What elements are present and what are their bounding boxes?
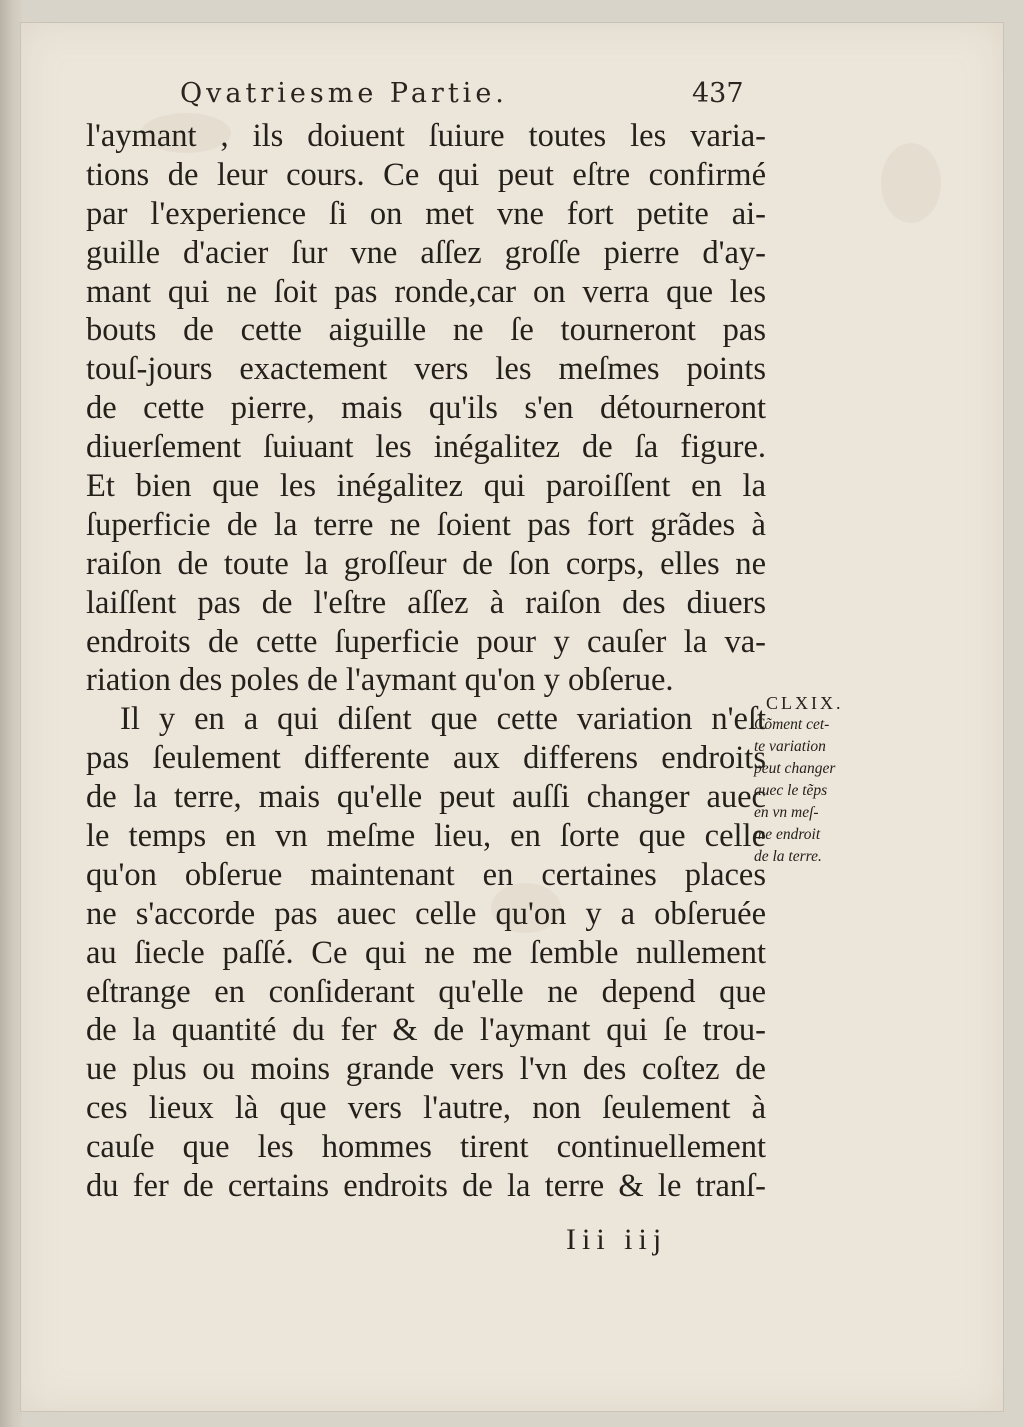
marginal-note-line: en vn meſ- bbox=[754, 804, 819, 821]
text-line: ue plus ou moins grande vers l'vn des coſtez de bbox=[86, 1051, 766, 1088]
text-line: eſtrange en conſiderant qu'elle ne depend que bbox=[86, 973, 766, 1010]
paragraph-start-line: Il y en a qui diſent que cette variation n'eſt bbox=[120, 701, 766, 738]
text-line: Et bien que les inégalitez qui paroiſſent en la bbox=[86, 468, 766, 505]
text-line: au ſiecle paſſé. Ce qui ne me ſemble nullement bbox=[86, 934, 766, 971]
text-line: de la terre, mais qu'elle peut auſſi changer auec bbox=[86, 779, 766, 816]
text-line: pas ſeulement differente aux differens endroits bbox=[86, 740, 766, 777]
marginal-note-line: te variation bbox=[754, 738, 826, 755]
text-line: ces lieux là que vers l'autre, non ſeulement à bbox=[86, 1090, 766, 1127]
marginal-note-line: Cõment cet- bbox=[754, 716, 830, 733]
text-line: riation des poles de l'aymant qu'on y obſerue. bbox=[86, 662, 674, 699]
marginal-note bbox=[754, 692, 874, 868]
paper-stain bbox=[881, 143, 941, 223]
marginal-note-number: CLXIX. bbox=[766, 693, 844, 713]
text-line: endroits de cette ſuperficie pour y cauſer la va- bbox=[86, 623, 766, 660]
text-line: laiſſent pas de l'eſtre aſſez à raiſon des diuers bbox=[86, 584, 766, 621]
text-line: par l'experience ſi on met vne fort petite ai- bbox=[86, 195, 766, 232]
marginal-note-line: peut changer bbox=[754, 760, 836, 777]
facing-page-edge bbox=[0, 0, 22, 1427]
text-line: l'aymant , ils doiuent ſuiure toutes les varia- bbox=[86, 118, 766, 154]
text-line: raiſon de toute la groſſeur de ſon corps, elles ne bbox=[86, 545, 766, 582]
page-number: 437 bbox=[692, 78, 744, 109]
text-line: touſ-jours exactement vers les meſmes points bbox=[86, 351, 766, 388]
marginal-note-line: auec le tẽps bbox=[754, 782, 828, 799]
marginal-note-line: me endroit bbox=[754, 826, 821, 843]
text-line: bouts de cette aiguille ne ſe tourneront pas bbox=[86, 312, 766, 349]
text-line: ſuperficie de la terre ne ſoient pas fort grãdes à bbox=[86, 506, 766, 543]
text-line: de la quantité du fer & de l'aymant qui ſe trou- bbox=[86, 1012, 766, 1049]
text-line: tions de leur cours. Ce qui peut eſtre confirmé bbox=[86, 156, 766, 193]
main-text-block bbox=[86, 117, 766, 1206]
running-title: Qvatriesme Partie. bbox=[180, 78, 508, 109]
marginal-note-line: de la terre. bbox=[754, 848, 822, 865]
text-line: qu'on obſerue maintenant en certaines places bbox=[86, 856, 766, 893]
text-line: du fer de certains endroits de la terre & le tranſ- bbox=[86, 1168, 766, 1205]
text-line: mant qui ne ſoit pas ronde,car on verra que les bbox=[86, 273, 766, 310]
signature-mark: Iii iij bbox=[566, 1223, 668, 1256]
text-line: guille d'acier ſur vne aſſez groſſe pierre d'ay- bbox=[86, 234, 766, 271]
text-line: diuerſement ſuiuant les inégalitez de ſa figure. bbox=[86, 429, 766, 466]
text-line: cauſe que les hommes tirent continuellement bbox=[86, 1129, 766, 1166]
text-line: de cette pierre, mais qu'ils s'en détourneront bbox=[86, 390, 766, 427]
text-line: ne s'accorde pas auec celle qu'on y a obſeruée bbox=[86, 895, 766, 932]
text-line: le temps en vn meſme lieu, en ſorte que celle bbox=[86, 818, 766, 855]
